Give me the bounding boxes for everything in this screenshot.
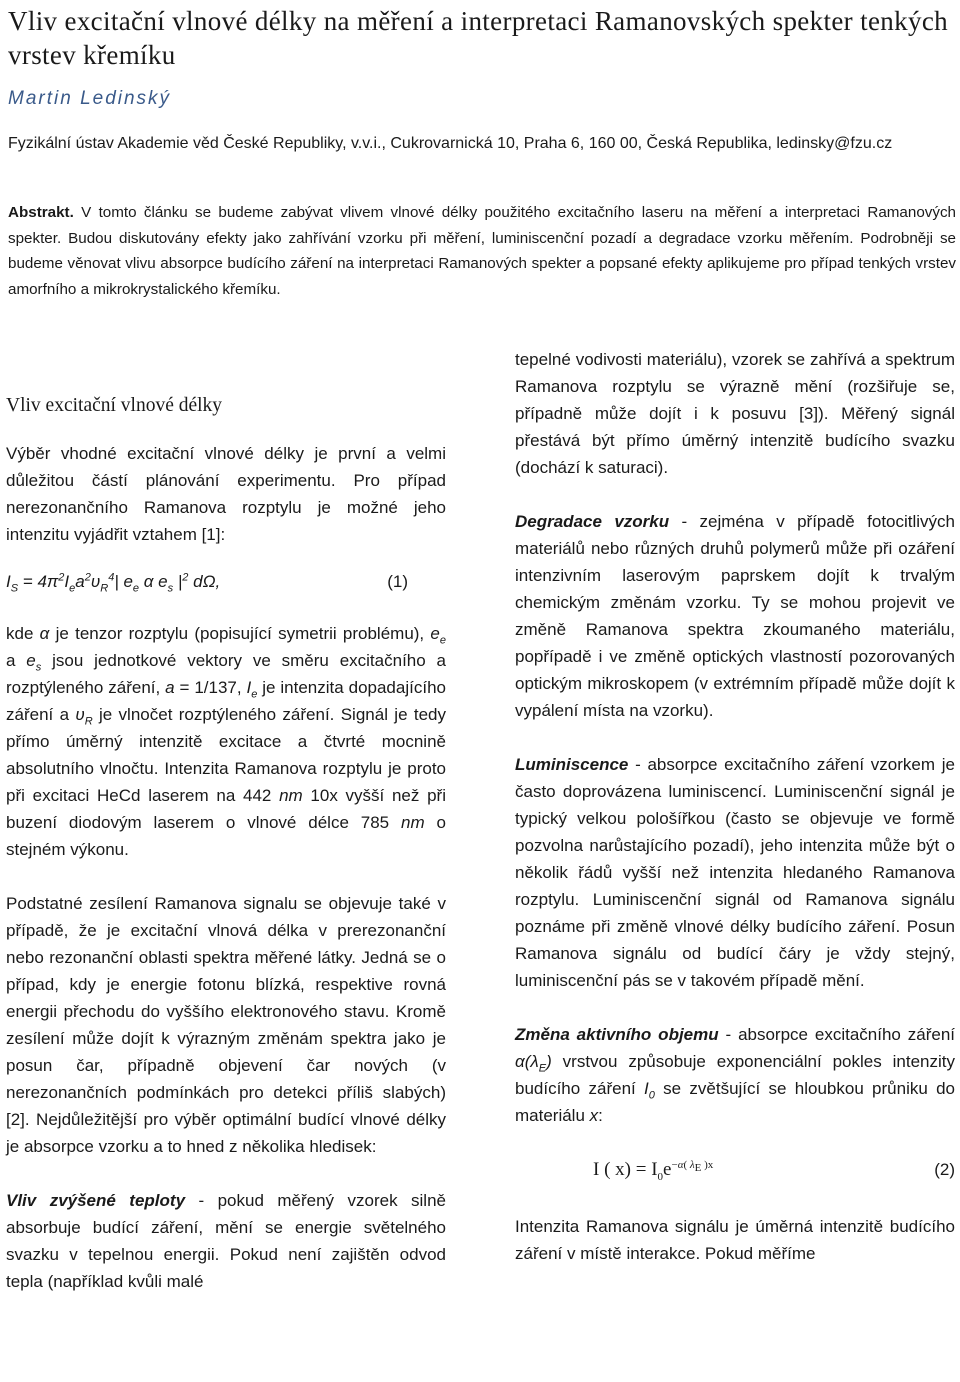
abstract-text: V tomto článku se budeme zabývat vlivem vlnové délky použitého excitačního laseru na měření a interpretaci Ramanových spekter. Budou diskutovány efekty jako zahřívání vzorku při měření, luminiscenční pozadí a degradace vzorku měřením. Podrobněji se budeme věnovat vlivu absorpce budícího záření na interpretaci Ramanových spekter a popsané efekty aplikujeme pro případ tenkých vrstev amorfního a mikrokrystalického křemíku. [8, 204, 956, 298]
paragraph-degradation: Degradace vzorku - zejména v případě fotocitlivých materiálů nebo různých druhů polymerů může při ozáření intenzivním laserovým paprskem dojít k trvalým chemickým změnám vzorku. Ty se mohou projevit ve změně Ramanova spektra zkoumaného materiálu, popřípadě i ve změně optických vlastností pozorovaných optickým mikroskopem (v extrémním případě může dojít k vypálení místa na vzorku). [515, 512, 955, 720]
equation-2 [515, 1156, 955, 1186]
left-column [6, 392, 446, 1295]
equation-2-number: (2) [934, 1160, 955, 1179]
paragraph-resonance: Podstatné zesílení Ramanova signalu se objevuje také v případě, že je excitační vlnová délka v prerezonanční nebo rezonanční oblasti spektra měřené látky. Jedná se o případ, kdy je energie fotonu blízká, respektive rovná energii přechodu do vyššího elektronového stavu. Kromě zesílení může dojít k výrazným změnám spektra jako je posun čar, případně objevení čar nových (v nerezonančních podmínkách pro detekci příliš slabých) [2]. Nejdůležitější pro výběr optimální budící vlnové délky je absorpce vzorku a to hned z několika hledisek: [6, 894, 446, 1156]
affiliation: Fyzikální ústav Akademie věd České Republiky, v.v.i., Cukrovarnická 10, Praha 6, 160 00, Česká Republika, ledinsky@fzu.cz [8, 135, 893, 152]
equation-1-formula: $I_S = 4\pi^2I_ea^2\upsilon_R^4|$ $e_e$ α $e_s$ $|^2$ dΩ, [6, 571, 221, 595]
author-name: Martin Ledinský [8, 88, 172, 109]
right-column [515, 346, 955, 1267]
paragraph-intro: Výběr vhodné excitační vlnové délky je první a velmi důležitou částí plánování experimentu. Pro případ nerezonančního Ramanova rozptylu je možné jeho intenzitu vyjádřit vztahem [1]: [6, 444, 446, 544]
equation-1-number: (1) [387, 572, 408, 591]
section-heading: Vliv excitační vlnové délky [6, 395, 223, 416]
paragraph-interaction: Intenzita Ramanova signálu je úměrná intenzitě budícího záření v místě interakce. Pokud měříme [515, 1217, 955, 1263]
paper-title: Vliv excitační vlnové délky na měření a interpretaci Ramanovských spekter tenkých vrstev křemíku [8, 6, 949, 70]
paragraph-heating: tepelné vodivosti materiálu), vzorek se zahřívá a spektrum Ramanova rozptylu se výrazně mění (rozšiřuje se, případně může dojít i k posuvu [3]). Měřený signál přestává být přímo úměrný intenzitě budícího svazku (dochází k saturaci). [515, 350, 955, 477]
equation-1 [6, 568, 446, 598]
paragraph-temperature: Vliv zvýšené teploty - pokud měřený vzorek silně absorbuje budící záření, mění se energie světelného svazku v tepelnou energii. Pokud není zajištěn odvod tepla (například kvůli malé [6, 1191, 446, 1291]
abstract [8, 200, 956, 302]
abstract-label: Abstrakt. [8, 204, 74, 221]
paragraph-active-volume: Změna aktivního objemu - absorpce excitačního záření $\alpha(\lambda_E)$ vrstvou způsobuje exponenciální pokles intenzity budícího záření $I_0$ se zvětšující se hloubkou průniku do materiálu x: [515, 1025, 956, 1125]
paragraph-luminescence: Luminiscence - absorpce excitačního záření vzorkem je často doprovázena luminiscencí. Luminiscenční signál je typický velkou pološířkou (často se objevuje ve formě pozvolna narůstajícího pozadí), jeho intenzita může být o několik řádů vyšší než intenzita hledaného Ramanova rozptylu. Luminiscenční signál od Ramanova signálu poznáme při změně vlnové délky budícího záření. Posun Ramanova signálu od budící čáry je vždy stejný, luminiscenční pás se v takovém případě mění. [515, 755, 955, 990]
paragraph-definitions: kde α je tenzor rozptylu (popisující symetrii problému), $e_e$ a $e_s$ jsou jednotkové vektory ve směru excitačního a rozptýleného záření, a = 1/137, $I_e$ je intenzita dopadajícího záření a $\upsilon_R$ je vlnočet rozptýleného záření. Signál je tedy přímo úměrný intenzitě excitace a čtvrté mocnině absolutního vlnočtu. Intenzita Ramanova rozptylu je proto při excitaci HeCd laserem na 442 nm 10x vyšší než při buzení diodovým laserem o vlnové délce 785 nm o stejném výkonu. [6, 624, 447, 859]
equation-2-formula: I ( $x) = I_0e^{-\alpha( \lambda_E )x}$ [593, 1158, 714, 1183]
